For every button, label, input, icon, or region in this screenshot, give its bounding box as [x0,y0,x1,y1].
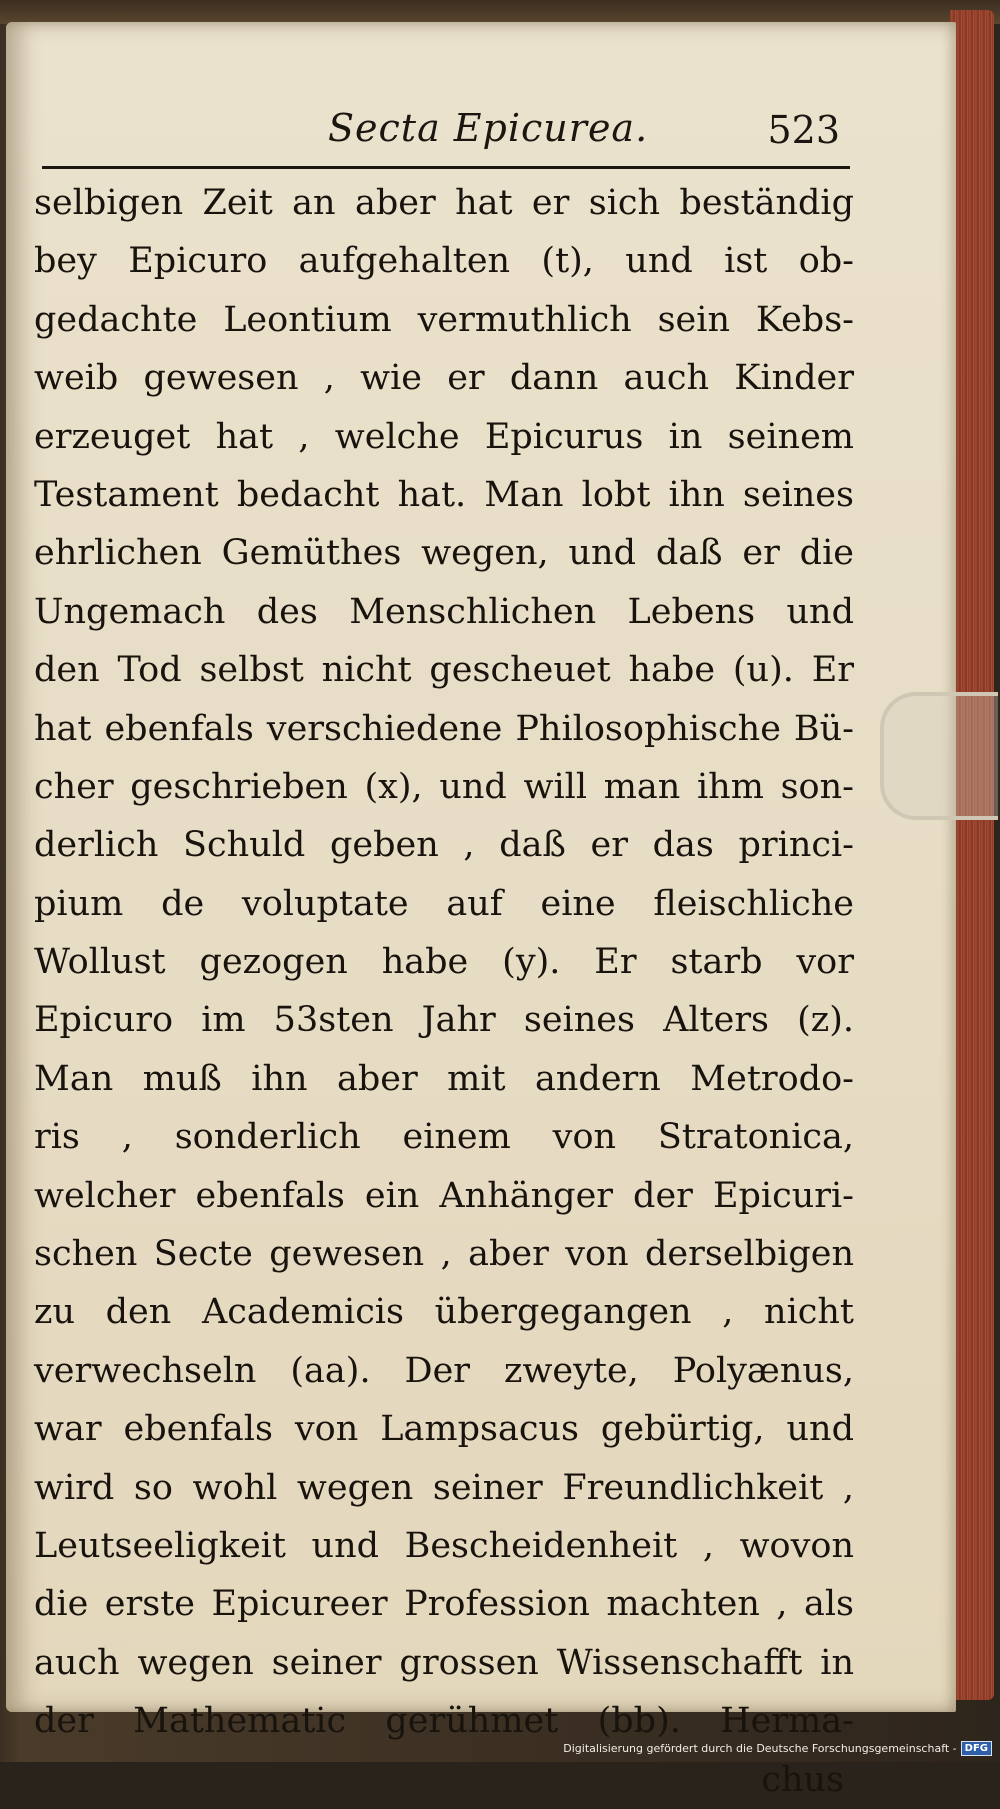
book-top-edge [0,0,1000,24]
text-line: auch wegen seiner grossen Wissenschafft in [34,1642,854,1683]
text-line: war ebenfals von Lampsacus gebürtig, und [34,1409,854,1450]
page-edges [950,10,994,1700]
page-number: 523 [767,108,840,152]
text-line: gedachte Leontium vermuthlich sein Kebs- [34,299,854,340]
text-line: cher geschrieben (x), und will man ihm son- [34,766,854,807]
dfg-logo: DFG [961,1741,992,1756]
text-line: hat ebenfals verschiedene Philosophische Bü- [34,708,854,749]
text-line: verwechseln (aa). Der zweyte, Polyænus, [34,1350,854,1391]
text-line: weib gewesen , wie er dann auch Kinder [34,358,854,399]
digitization-credit [563,1741,992,1756]
text-line: selbigen Zeit an aber hat er sich beständig [34,183,854,223]
text-line: pium de voluptate auf eine fleischliche [34,883,854,924]
text-line: welcher ebenfals ein Anhänger der Epicuri- [34,1175,854,1216]
page-clip [880,692,998,820]
text-line: ehrlichen Gemüthes wegen, und daß er die [34,533,854,574]
text-line: Wollust gezogen habe (y). Er starb vor [34,942,854,983]
text-line: zu den Academicis übergegangen , nicht [34,1292,854,1333]
text-line: Ungemach des Menschlichen Lebens und [34,591,854,632]
text-line: Man muß ihn aber mit andern Metrodo- [34,1058,854,1099]
body-text [34,174,854,1809]
text-line: derlich Schuld geben , daß er das princi- [34,825,854,866]
text-line: schen Secte gewesen , aber von derselbigen [34,1234,854,1275]
running-head: Secta Epicurea. [328,106,649,150]
text-line: wird so wohl wegen seiner Freundlichkeit , [34,1467,854,1508]
catchword: chus [761,1759,844,1800]
text-line: Leutseeligkeit und Bescheidenheit , wovon [34,1525,854,1566]
text-line: Epicuro im 53sten Jahr seines Alters (z). [34,1000,854,1041]
text-line: ris , sonderlich einem von Stratonica, [34,1117,854,1158]
text-line: erzeuget hat , welche Epicurus in seinem [34,416,854,457]
credit-text: Digitalisierung gefördert durch die Deutsche Forschungsgemeinschaft - [563,1742,957,1755]
text-line: den Tod selbst nicht gescheuet habe (u). Er [34,650,854,691]
text-line: die erste Epicureer Profession machten , als [34,1584,854,1625]
text-line: der Mathematic gerühmet (bb). Herma- [34,1701,854,1742]
page-header [42,106,850,169]
text-line: bey Epicuro aufgehalten (t), und ist ob- [34,241,854,282]
text-line: Testament bedacht hat. Man lobt ihn seines [34,474,854,515]
